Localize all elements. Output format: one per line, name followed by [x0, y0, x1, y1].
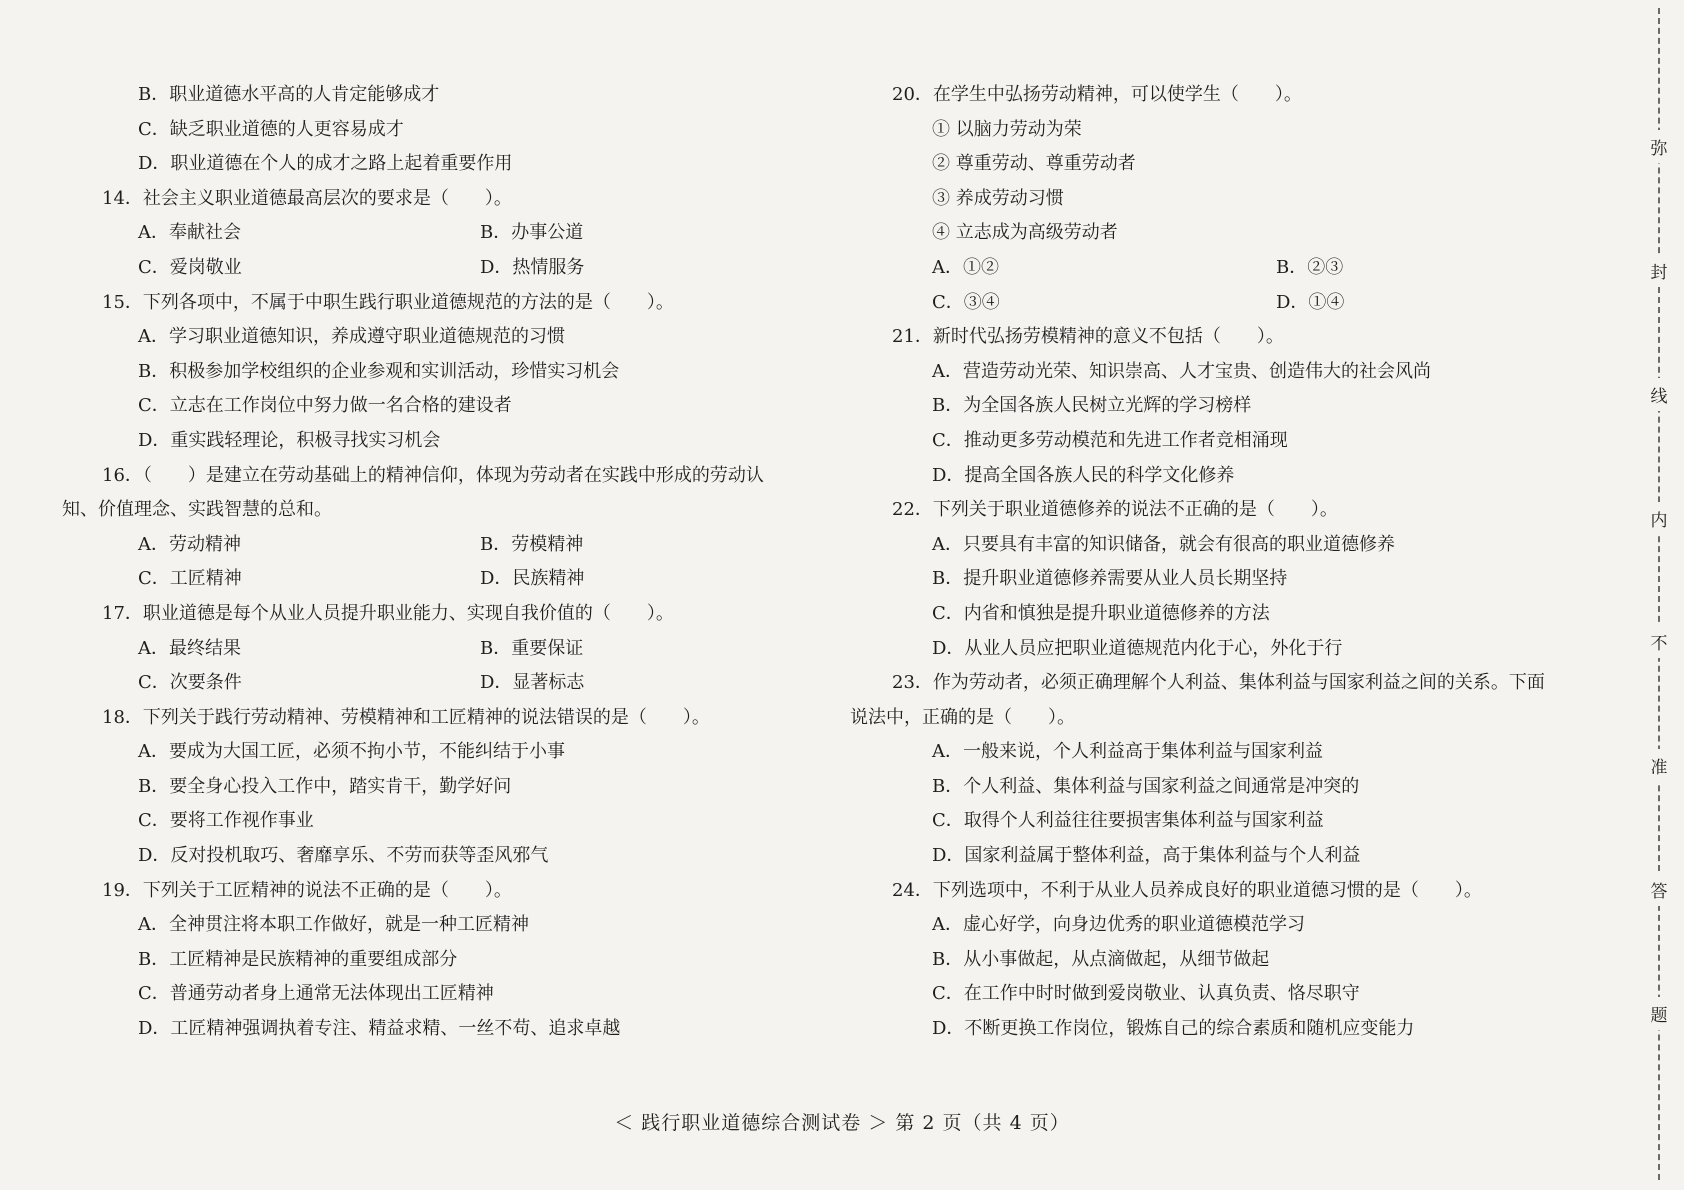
q21-stem: 21．新时代弘扬劳模精神的意义不包括（ ）。	[892, 326, 1284, 348]
q14-option-b: B．办事公道	[480, 222, 584, 244]
binding-char: 准	[1651, 749, 1668, 782]
q16-option-b: B．劳模精神	[480, 533, 584, 555]
q16-option-c: C．工匠精神	[138, 568, 242, 590]
q19-option-d: D．工匠精神强调执着专注、精益求精、一丝不苟、追求卓越	[138, 1018, 621, 1040]
q13-option-b: B．职业道德水平高的人肯定能够成才	[138, 84, 440, 105]
q16-option-d: D．民族精神	[480, 568, 585, 590]
page-footer: ＜ 践行职业道德综合测试卷 ＞ 第 2 页（共 4 页）	[614, 1112, 1070, 1134]
right-column	[850, 78, 1620, 1047]
q13-option-d: D．职业道德在个人的成才之路上起着重要作用	[138, 153, 513, 175]
q17-options-row2	[62, 666, 822, 701]
q20-options-row2	[850, 286, 1620, 321]
q20-option-c: C．③④	[932, 291, 1000, 313]
q20-stem: 20．在学生中弘扬劳动精神，可以使学生（ ）。	[892, 84, 1302, 105]
q20-option-d: D．①④	[1276, 291, 1345, 313]
q18-option-a: A．要成为大国工匠，必须不拘小节，不能纠结于小事	[138, 741, 565, 763]
q21-option-c: C．推动更多劳动模范和先进工作者竞相涌现	[932, 429, 1288, 451]
q23-stem-line2: 说法中，正确的是（ ）。	[850, 706, 1075, 728]
q16-option-a: A．劳动精神	[138, 533, 241, 555]
q15-option-d: D．重实践轻理论，积极寻找实习机会	[138, 429, 441, 451]
q18-option-d: D．反对投机取巧、奢靡享乐、不劳而获等歪风邪气	[138, 845, 549, 867]
q20-statement-3: ③ 养成劳动习惯	[932, 187, 1064, 209]
q18-option-b: B．要全身心投入工作中，踏实肯干，勤学好问	[138, 775, 512, 797]
q20-option-a: A．①②	[932, 256, 999, 278]
q16-options-row1	[62, 528, 822, 563]
binding-char: 弥	[1651, 130, 1668, 163]
q14-option-c: C．爱岗敬业	[138, 256, 242, 278]
left-column	[62, 78, 822, 1047]
q17-option-a: A．最终结果	[138, 637, 241, 659]
q14-options-row2	[62, 251, 822, 286]
q22-option-a: A．只要具有丰富的知识储备，就会有很高的职业道德修养	[932, 533, 1395, 555]
q14-stem: 14．社会主义职业道德最高层次的要求是（ ）。	[102, 187, 512, 209]
q23-option-d: D．国家利益属于整体利益，高于集体利益与个人利益	[932, 845, 1361, 867]
q22-option-d: D．从业人员应把职业道德规范内化于心，外化于行	[932, 637, 1343, 659]
q17-option-b: B．重要保证	[480, 637, 584, 659]
q24-stem: 24．下列选项中，不利于从业人员养成良好的职业道德习惯的是（ ）。	[892, 879, 1482, 901]
q21-option-b: B．为全国各族人民树立光辉的学习榜样	[932, 395, 1252, 417]
q15-option-c: C．立志在工作岗位中努力做一名合格的建设者	[138, 395, 512, 417]
q13-option-c: C．缺乏职业道德的人更容易成才	[138, 118, 404, 140]
q14-option-d: D．热情服务	[480, 256, 585, 278]
q20-statement-2: ② 尊重劳动、尊重劳动者	[932, 153, 1136, 175]
q24-option-d: D．不断更换工作岗位，锻炼自己的综合素质和随机应变能力	[932, 1018, 1415, 1040]
q15-stem: 15．下列各项中，不属于中职生践行职业道德规范的方法的是（ ）。	[102, 291, 674, 313]
q17-stem: 17．职业道德是每个从业人员提升职业能力、实现自我价值的（ ）。	[102, 602, 674, 624]
q18-stem: 18．下列关于践行劳动精神、劳模精神和工匠精神的说法错误的是（ ）。	[102, 706, 710, 728]
binding-char: 不	[1651, 625, 1668, 658]
q16-stem-line1: 16．（ ）是建立在劳动基础上的精神信仰，体现为劳动者在实践中形成的劳动认	[102, 464, 764, 486]
q24-option-b: B．从小事做起，从点滴做起，从细节做起	[932, 948, 1270, 970]
q20-options-row1	[850, 251, 1620, 286]
q19-option-b: B．工匠精神是民族精神的重要组成部分	[138, 948, 458, 970]
q15-option-b: B．积极参加学校组织的企业参观和实训活动，珍惜实习机会	[138, 360, 620, 382]
q22-option-c: C．内省和慎独是提升职业道德修养的方法	[932, 602, 1270, 624]
q19-option-a: A．全神贯注将本职工作做好，就是一种工匠精神	[138, 914, 529, 936]
q14-options-row1	[62, 216, 822, 251]
q22-stem: 22．下列关于职业道德修养的说法不正确的是（ ）。	[892, 499, 1338, 521]
q20-statement-4: ④ 立志成为高级劳动者	[932, 222, 1118, 244]
q21-option-d: D．提高全国各族人民的科学文化修养	[932, 464, 1235, 486]
q21-option-a: A．营造劳动光荣、知识崇高、人才宝贵、创造伟大的社会风尚	[932, 360, 1431, 382]
q19-stem: 19．下列关于工匠精神的说法不正确的是（ ）。	[102, 879, 512, 901]
q23-option-c: C．取得个人利益往往要损害集体利益与国家利益	[932, 810, 1324, 832]
binding-char: 内	[1651, 502, 1668, 535]
q23-stem-line1: 23．作为劳动者，必须正确理解个人利益、集体利益与国家利益之间的关系。下面	[892, 672, 1545, 694]
q15-option-a: A．学习职业道德知识，养成遵守职业道德规范的习惯	[138, 326, 565, 348]
q14-option-a: A．奉献社会	[138, 222, 241, 244]
q20-statement-1: ① 以脑力劳动为荣	[932, 118, 1082, 140]
q19-option-c: C．普通劳动者身上通常无法体现出工匠精神	[138, 983, 494, 1005]
q16-options-row2	[62, 562, 822, 597]
q24-option-a: A．虚心好学，向身边优秀的职业道德模范学习	[932, 914, 1305, 936]
q16-stem-line2: 知、价值理念、实践智慧的总和。	[62, 499, 332, 521]
binding-char: 题	[1651, 997, 1668, 1030]
q24-option-c: C．在工作中时时做到爱岗敬业、认真负责、恪尽职守	[932, 983, 1360, 1005]
q17-option-c: C．次要条件	[138, 672, 242, 694]
q22-option-b: B．提升职业道德修养需要从业人员长期坚持	[932, 568, 1288, 590]
binding-char: 封	[1651, 254, 1668, 287]
binding-margin	[1634, 0, 1684, 1190]
binding-warning	[1634, 130, 1684, 1030]
binding-char: 线	[1651, 378, 1668, 411]
q23-option-a: A．一般来说，个人利益高于集体利益与国家利益	[932, 741, 1323, 763]
q18-option-c: C．要将工作视作事业	[138, 810, 314, 832]
q23-option-b: B．个人利益、集体利益与国家利益之间通常是冲突的	[932, 775, 1360, 797]
binding-char: 答	[1651, 873, 1668, 906]
q17-option-d: D．显著标志	[480, 672, 585, 694]
q20-option-b: B．②③	[1276, 256, 1344, 278]
q17-options-row1	[62, 632, 822, 667]
